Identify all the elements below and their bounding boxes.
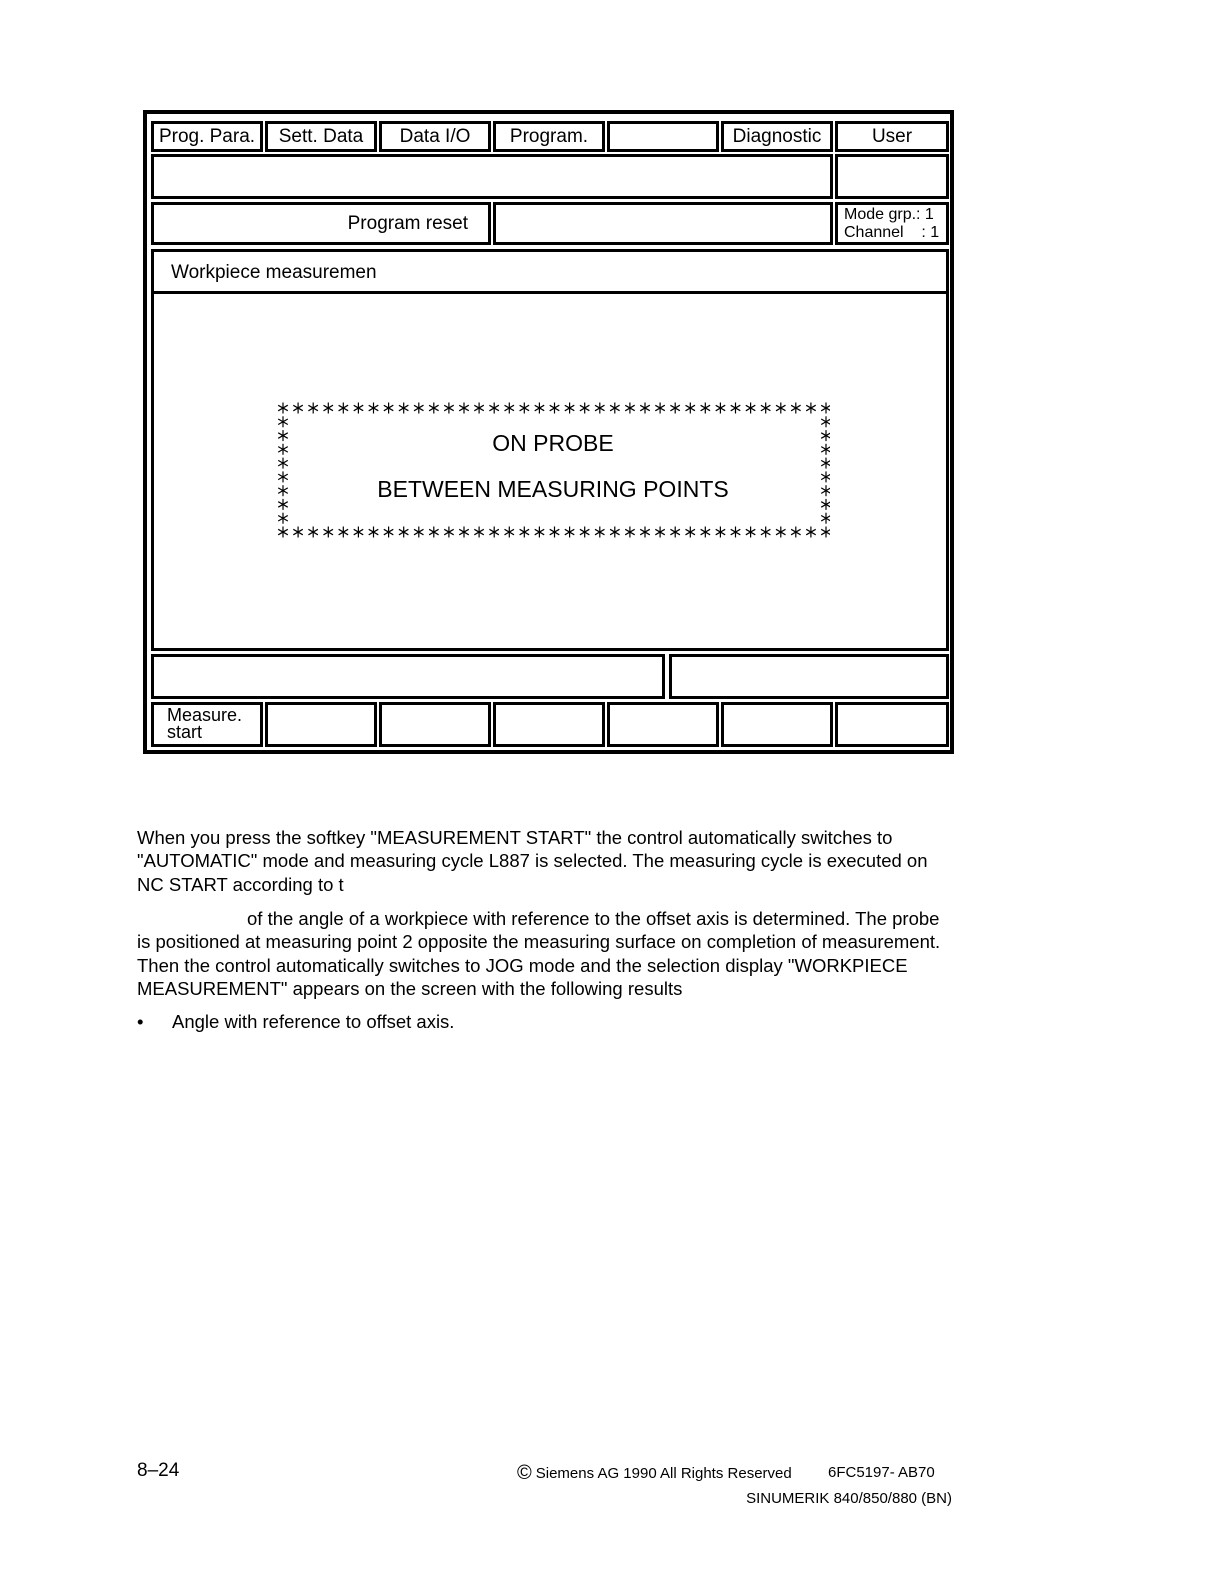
asterisk-mark	[384, 403, 394, 414]
alarm-line-right	[835, 154, 949, 199]
asterisk-mark	[595, 527, 605, 538]
asterisk-mark	[595, 403, 605, 414]
asterisk-mark	[399, 403, 409, 414]
asterisk-mark	[806, 527, 816, 538]
softkey-3[interactable]	[379, 702, 491, 747]
asterisk-mark	[806, 403, 816, 414]
asterisk-mark	[716, 403, 726, 414]
asterisk-mark	[550, 403, 560, 414]
softkey-label-2: start	[167, 722, 203, 742]
order-number: 6FC5197- AB70	[828, 1464, 935, 1481]
asterisk-mark	[459, 403, 469, 414]
asterisk-mark	[580, 527, 590, 538]
tab-diagnostic[interactable]	[721, 121, 833, 152]
asterisk-mark	[520, 403, 530, 414]
message-box	[276, 400, 830, 540]
asterisk-mark	[550, 527, 560, 538]
work-area	[151, 249, 949, 651]
tab-data-io[interactable]	[379, 121, 491, 152]
asterisk-mark	[339, 403, 349, 414]
tab-program[interactable]	[493, 121, 605, 152]
asterisk-mark	[414, 403, 424, 414]
product-model: SINUMERIK 840/850/880 (BN)	[746, 1490, 952, 1507]
program-state-field	[151, 202, 491, 245]
softkey-6[interactable]	[721, 702, 833, 747]
asterisk-mark	[278, 527, 288, 538]
bullet-text: Angle with reference to offset axis.	[172, 1011, 455, 1032]
asterisk-mark	[369, 527, 379, 538]
tab-sett-data[interactable]	[265, 121, 377, 152]
asterisk-mark	[293, 527, 303, 538]
softkey-measure-start[interactable]	[151, 702, 263, 747]
asterisk-mark	[686, 527, 696, 538]
asterisk-mark	[474, 403, 484, 414]
asterisk-mark	[459, 527, 469, 538]
bullet-item	[137, 1010, 454, 1033]
softkey-4[interactable]	[493, 702, 605, 747]
asterisk-mark	[670, 403, 680, 414]
asterisk-mark	[610, 527, 620, 538]
asterisk-mark	[505, 403, 515, 414]
asterisk-mark	[399, 527, 409, 538]
tab-label: Sett. Data	[278, 125, 364, 147]
asterisk-mark	[776, 403, 786, 414]
softkey-7[interactable]	[835, 702, 949, 747]
asterisk-mark	[716, 527, 726, 538]
tab-label: Program.	[509, 125, 589, 147]
asterisk-mark	[625, 403, 635, 414]
asterisk-mark	[701, 527, 711, 538]
asterisk-mark	[821, 527, 830, 538]
asterisk-mark	[278, 403, 288, 414]
asterisk-mark	[640, 403, 650, 414]
asterisk-mark	[625, 527, 635, 538]
asterisk-mark	[761, 403, 771, 414]
copyright-line	[517, 1462, 792, 1485]
asterisk-mark	[278, 513, 288, 524]
asterisk-mark	[324, 403, 334, 414]
asterisk-mark	[308, 527, 318, 538]
asterisk-mark	[489, 527, 499, 538]
asterisk-mark	[670, 527, 680, 538]
asterisk-mark	[746, 403, 756, 414]
asterisk-mark	[384, 527, 394, 538]
asterisk-mark	[655, 403, 665, 414]
alarm-line	[151, 154, 833, 199]
asterisk-mark	[278, 458, 288, 469]
status-middle-field	[493, 202, 833, 245]
asterisk-mark	[821, 416, 830, 427]
channel: Channel : 1	[844, 224, 940, 241]
bottom-status-right	[669, 654, 949, 699]
asterisk-mark	[791, 527, 801, 538]
asterisk-mark	[761, 527, 771, 538]
asterisk-mark	[339, 527, 349, 538]
asterisk-border	[276, 400, 830, 540]
asterisk-mark	[535, 527, 545, 538]
tab-label: User	[871, 125, 913, 147]
paragraph-2: of the angle of a workpiece with reference to the offset axis is determined. The probe is positioned at measuring point 2 opposite the measuring surface on completion of measurement. Then the control automatically switches to JOG mode and the selection display "WORKPIECE MEASUREMENT" appears on the screen with the following results	[137, 908, 941, 999]
asterisk-mark	[746, 527, 756, 538]
asterisk-mark	[505, 527, 515, 538]
asterisk-mark	[686, 403, 696, 414]
asterisk-mark	[324, 527, 334, 538]
tab-label: Data I/O	[399, 125, 471, 147]
program-state: Program reset	[347, 213, 468, 234]
tab-user[interactable]	[835, 121, 949, 152]
asterisk-mark	[369, 403, 379, 414]
asterisk-mark	[520, 527, 530, 538]
mode-group: Mode grp.: 1	[844, 206, 934, 223]
asterisk-mark	[821, 458, 830, 469]
asterisk-mark	[821, 403, 830, 414]
asterisk-mark	[731, 527, 741, 538]
asterisk-mark	[429, 527, 439, 538]
mode-group-field	[835, 202, 949, 245]
asterisk-mark	[278, 416, 288, 427]
asterisk-mark	[821, 513, 830, 524]
copyright-text: Siemens AG 1990 All Rights Reserved	[535, 1465, 792, 1482]
asterisk-mark	[610, 403, 620, 414]
asterisk-mark	[444, 527, 454, 538]
asterisk-mark	[640, 527, 650, 538]
asterisk-mark	[414, 527, 424, 538]
cnc-screen	[143, 110, 954, 754]
message-line-2: BETWEEN MEASURING POINTS	[377, 476, 729, 502]
asterisk-mark	[580, 403, 590, 414]
tab-empty[interactable]	[607, 121, 719, 152]
message-line-1: ON PROBE	[492, 430, 614, 456]
copyright-symbol: ©	[517, 1462, 532, 1484]
asterisk-mark	[354, 403, 364, 414]
asterisk-mark	[429, 403, 439, 414]
asterisk-mark	[535, 403, 545, 414]
softkey-2[interactable]	[265, 702, 377, 747]
asterisk-mark	[444, 403, 454, 414]
bottom-status-left	[151, 654, 665, 699]
asterisk-mark	[474, 527, 484, 538]
asterisk-mark	[489, 403, 499, 414]
softkey-5[interactable]	[607, 702, 719, 747]
asterisk-mark	[731, 403, 741, 414]
asterisk-mark	[565, 403, 575, 414]
paragraph-1: When you press the softkey "MEASUREMENT START" the control automatically switches to "AUTOMATIC" mode and measuring cycle L887 is selected. The measuring cycle is executed on NC START according to t	[137, 827, 928, 895]
asterisk-mark	[354, 527, 364, 538]
tab-label: Diagnostic	[732, 125, 822, 147]
asterisk-mark	[308, 403, 318, 414]
asterisk-mark	[565, 527, 575, 538]
tab-label: Prog. Para.	[158, 125, 256, 147]
asterisk-mark	[701, 403, 711, 414]
asterisk-mark	[776, 527, 786, 538]
page-number: 8–24	[137, 1460, 180, 1481]
asterisk-mark	[791, 403, 801, 414]
tab-prog-para[interactable]	[151, 121, 263, 152]
asterisk-mark	[293, 403, 303, 414]
softkey-label-1: Measure.	[167, 705, 243, 725]
work-area-title: Workpiece measuremen	[154, 252, 946, 294]
asterisk-mark	[655, 527, 665, 538]
bullet-symbol: •	[137, 1011, 144, 1032]
